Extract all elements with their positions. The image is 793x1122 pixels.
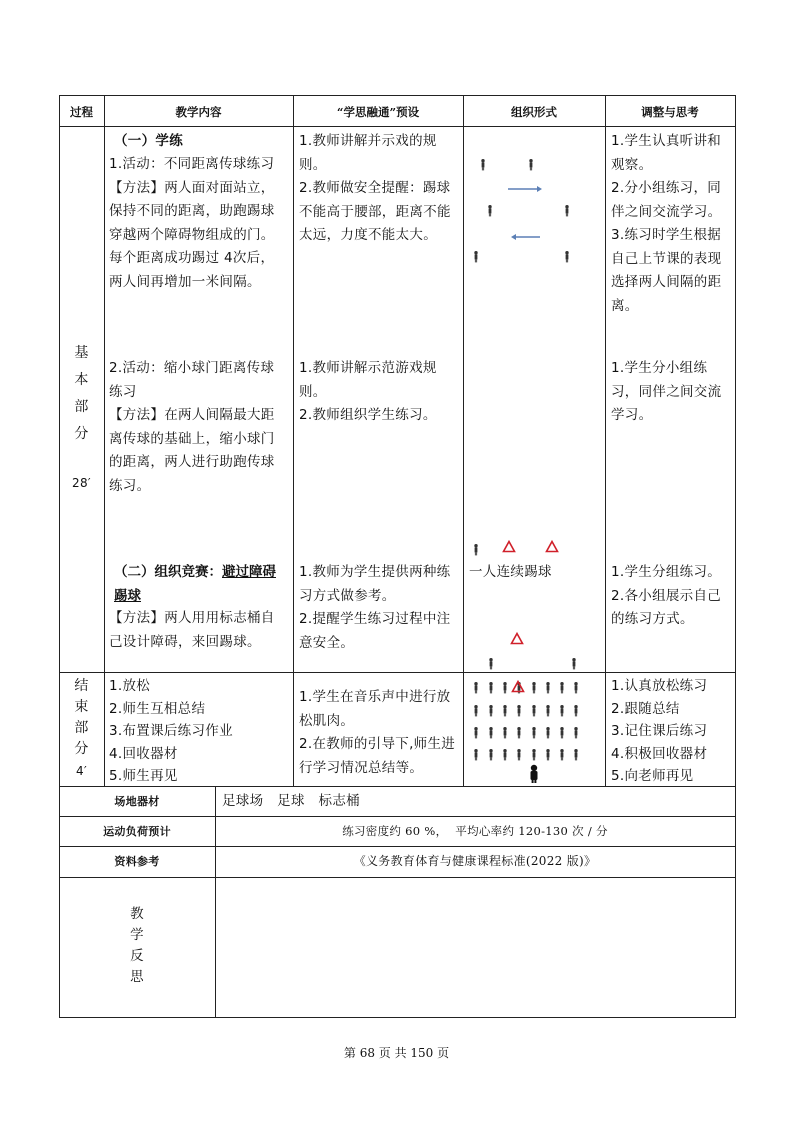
- header-organization: 组织形式: [511, 105, 557, 119]
- end-section-label: 结 束 部 分: [74, 678, 89, 757]
- person-icon: [474, 727, 477, 738]
- block1-heading: （一）学练: [114, 133, 183, 149]
- person-icon: [517, 705, 520, 716]
- person-icon: [532, 682, 535, 693]
- person-icon: [529, 159, 532, 170]
- arrow-left-icon: [511, 234, 516, 240]
- person-icon: [560, 705, 563, 716]
- end-section-time: 4′: [76, 764, 87, 778]
- block3-heading: [114, 561, 292, 608]
- person-icon: [489, 658, 492, 669]
- arrow-right-icon: [537, 186, 542, 192]
- cone-icon: [504, 542, 515, 552]
- end-reflect: 1.认真放松练习 2.跟随总结 3.记住课后练习 4.积极回收器材 5.向老师再见: [611, 678, 708, 784]
- block1-content: 1.活动：不同距离传球练习 【方法】两人面对面站立， 保持不同的距离，助跑踢球 穿越两个障碍物组成的门。 每个距离成功踢过 4次后， 两人间再增加一米间隔。: [109, 156, 275, 290]
- person-icon: [481, 159, 484, 170]
- person-icon: [574, 682, 577, 693]
- cone-icon: [547, 542, 558, 552]
- person-icon: [532, 727, 535, 738]
- diagram3-obstacles: [474, 542, 575, 670]
- venue-value: 足球场 足球 标志桶: [222, 793, 360, 809]
- block3-heading-title: 避过障碍 踢球: [114, 564, 276, 604]
- person-icon: [546, 682, 549, 693]
- block1-reflect: 1.学生认真听讲和 观察。 2.分小组练习，同 伴之间交流学习。 3.练习时学生根据 自己上节课的表现 选择两人间隔的距 离。: [611, 133, 722, 314]
- teacher-icon: [531, 765, 538, 783]
- person-icon: [474, 749, 477, 760]
- person-icon: [574, 705, 577, 716]
- person-icon: [489, 705, 492, 716]
- person-icon: [489, 727, 492, 738]
- person-icon: [474, 544, 477, 555]
- basic-section-label: 基 本 部 分: [74, 345, 89, 442]
- block3-content: 【方法】两人用用标志桶自 己设计障碍，来回踢球。: [109, 610, 275, 650]
- end-preset: 1.学生在音乐声中进行放 松肌肉。 2.在教师的引导下,师生进 行学习情况总结等。: [299, 689, 456, 776]
- organization-diagrams: [463, 126, 605, 786]
- header-reflection: 调整与思考: [641, 105, 699, 119]
- person-icon: [488, 205, 491, 216]
- block3-reflect: 1.学生分组练习。 2.各小组展示自己 的练习方式。: [611, 564, 722, 627]
- person-icon: [546, 705, 549, 716]
- person-icon: [474, 682, 477, 693]
- person-icon: [565, 251, 568, 262]
- header-preset: “学思融通”预设: [336, 105, 420, 119]
- person-icon: [574, 749, 577, 760]
- person-icon: [517, 727, 520, 738]
- person-icon: [503, 749, 506, 760]
- reference-value: 《义务教育体育与健康课程标准(2022 版)》: [353, 854, 597, 868]
- reference-label: 资料参考: [114, 855, 160, 868]
- person-icon: [532, 705, 535, 716]
- header-content: 教学内容: [175, 105, 222, 119]
- basic-section-time: 28′: [72, 476, 91, 490]
- person-icon: [503, 705, 506, 716]
- cone-icon: [512, 634, 523, 644]
- block3-org-label: 一人连续踢球: [469, 564, 552, 580]
- person-icon: [546, 727, 549, 738]
- diagram4-formation: [474, 682, 577, 760]
- load-label: 运动负荷预计: [103, 825, 171, 838]
- person-icon: [517, 749, 520, 760]
- person-icon: [474, 251, 477, 262]
- header-process: 过程: [70, 105, 93, 119]
- reflection-label: 教 学 反 思: [130, 906, 144, 985]
- venue-label: 场地器材: [114, 795, 160, 808]
- block3-heading-prefix: （二）组织竞赛：: [114, 564, 222, 580]
- person-icon: [560, 727, 563, 738]
- load-value: 练习密度约 60 %， 平均心率约 120-130 次 / 分: [342, 824, 608, 838]
- block3-preset: 1.教师为学生提供两种练 习方式做参考。 2.提醒学生练习过程中注 意安全。: [299, 564, 451, 651]
- person-icon: [503, 682, 506, 693]
- block2-preset: 1.教师讲解示范游戏规 则。 2.教师组织学生练习。: [299, 360, 437, 423]
- block1-preset: 1.教师讲解并示戏的规 则。 2.教师做安全提醒：踢球 不能高于腰部，距离不能 太远，力度不能太大。: [299, 133, 451, 243]
- page-footer: 第 68 页 共 150 页: [343, 1046, 450, 1060]
- person-icon: [532, 749, 535, 760]
- person-icon: [474, 705, 477, 716]
- person-icon: [574, 727, 577, 738]
- person-icon: [546, 749, 549, 760]
- end-content: 1.放松 2.师生互相总结 3.布置课后练习作业 4.回收器材 5.师生再见: [109, 678, 233, 784]
- person-icon: [560, 682, 563, 693]
- person-icon: [489, 749, 492, 760]
- person-icon: [503, 727, 506, 738]
- block2-content: 2.活动：缩小球门距离传球 练习 【方法】在两人间隔最大距 离传球的基础上，缩小球门 的距离，两人进行助跑传球 练习。: [109, 360, 275, 494]
- diagram1-pair-passing: [474, 159, 568, 262]
- block2-reflect: 1.学生分小组练 习，同伴之间交流 学习。: [611, 360, 722, 423]
- person-icon: [572, 658, 575, 669]
- person-icon: [489, 682, 492, 693]
- person-icon: [560, 749, 563, 760]
- person-icon: [565, 205, 568, 216]
